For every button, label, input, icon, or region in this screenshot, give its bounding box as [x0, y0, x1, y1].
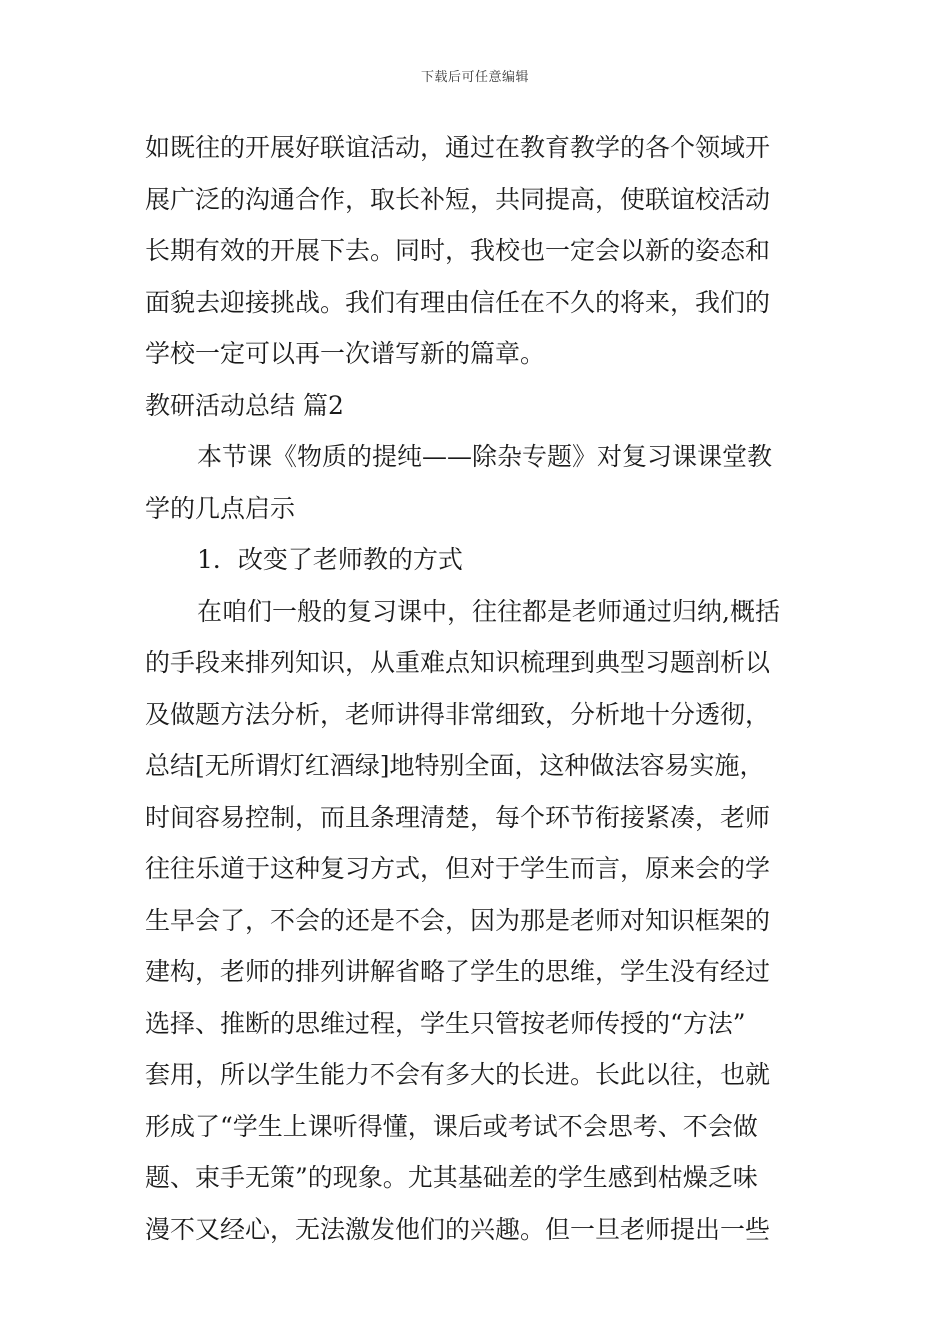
text-line: 在咱们一般的复习课中，往往都是老师通过归纳,概括 [197, 596, 780, 626]
section-heading: 教研活动总结 篇2 [145, 390, 344, 420]
text-line: 形成了“学生上课听得懂，课后或考试不会思考、不会做 [145, 1111, 758, 1141]
text-line: 时间容易控制，而且条理清楚，每个环节衔接紧凑，老师 [145, 802, 771, 832]
text-line: 生早会了，不会的还是不会，因为那是老师对知识框架的 [145, 905, 771, 935]
text-line: 套用，所以学生能力不会有多大的长进。长此以往，也就 [145, 1060, 771, 1089]
text-line: 选择、推断的思维过程，学生只管按老师传授的“方法” [145, 1008, 746, 1038]
text-line: 建构，老师的排列讲解省略了学生的思维，学生没有经过 [145, 957, 771, 986]
text-line: 如既往的开展好联谊活动，通过在教育教学的各个领域开 [145, 133, 771, 162]
text-line: 长期有效的开展下去。同时，我校也一定会以新的姿态和 [145, 236, 771, 265]
text-line: 的手段来排列知识，从重难点知识梳理到典型习题剖析以 [145, 648, 771, 677]
text-line: 展广泛的沟通合作，取长补短，共同提高，使联谊校活动 [145, 184, 771, 214]
text-line: 学校一定可以再一次谱写新的篇章。 [145, 339, 546, 368]
text-line: 往往乐道于这种复习方式，但对于学生而言，原来会的学 [145, 854, 771, 883]
text-line: 及做题方法分析，老师讲得非常细致，分析地十分透彻， [145, 699, 771, 729]
page-header: 下载后可任意编辑 [420, 70, 529, 85]
text-line: 学的几点启示 [145, 493, 296, 523]
text-line: 本节课《物质的提纯——除杂专题》对复习课课堂教 [197, 442, 773, 471]
list-item-heading: 1．改变了老师教的方式 [197, 545, 463, 574]
text-line: 总结[无所谓灯红酒绿]地特别全面，这种做法容易实施， [145, 751, 765, 780]
text-line: 面貌去迎接挑战。我们有理由信任在不久的将来，我们的 [145, 287, 771, 317]
text-line: 题、束手无策”的现象。尤其基础差的学生感到枯燥乏味 [145, 1163, 758, 1192]
text-line: 漫不又经心，无法激发他们的兴趣。但一旦老师提出一些 [145, 1214, 771, 1244]
document-body [145, 122, 810, 1255]
